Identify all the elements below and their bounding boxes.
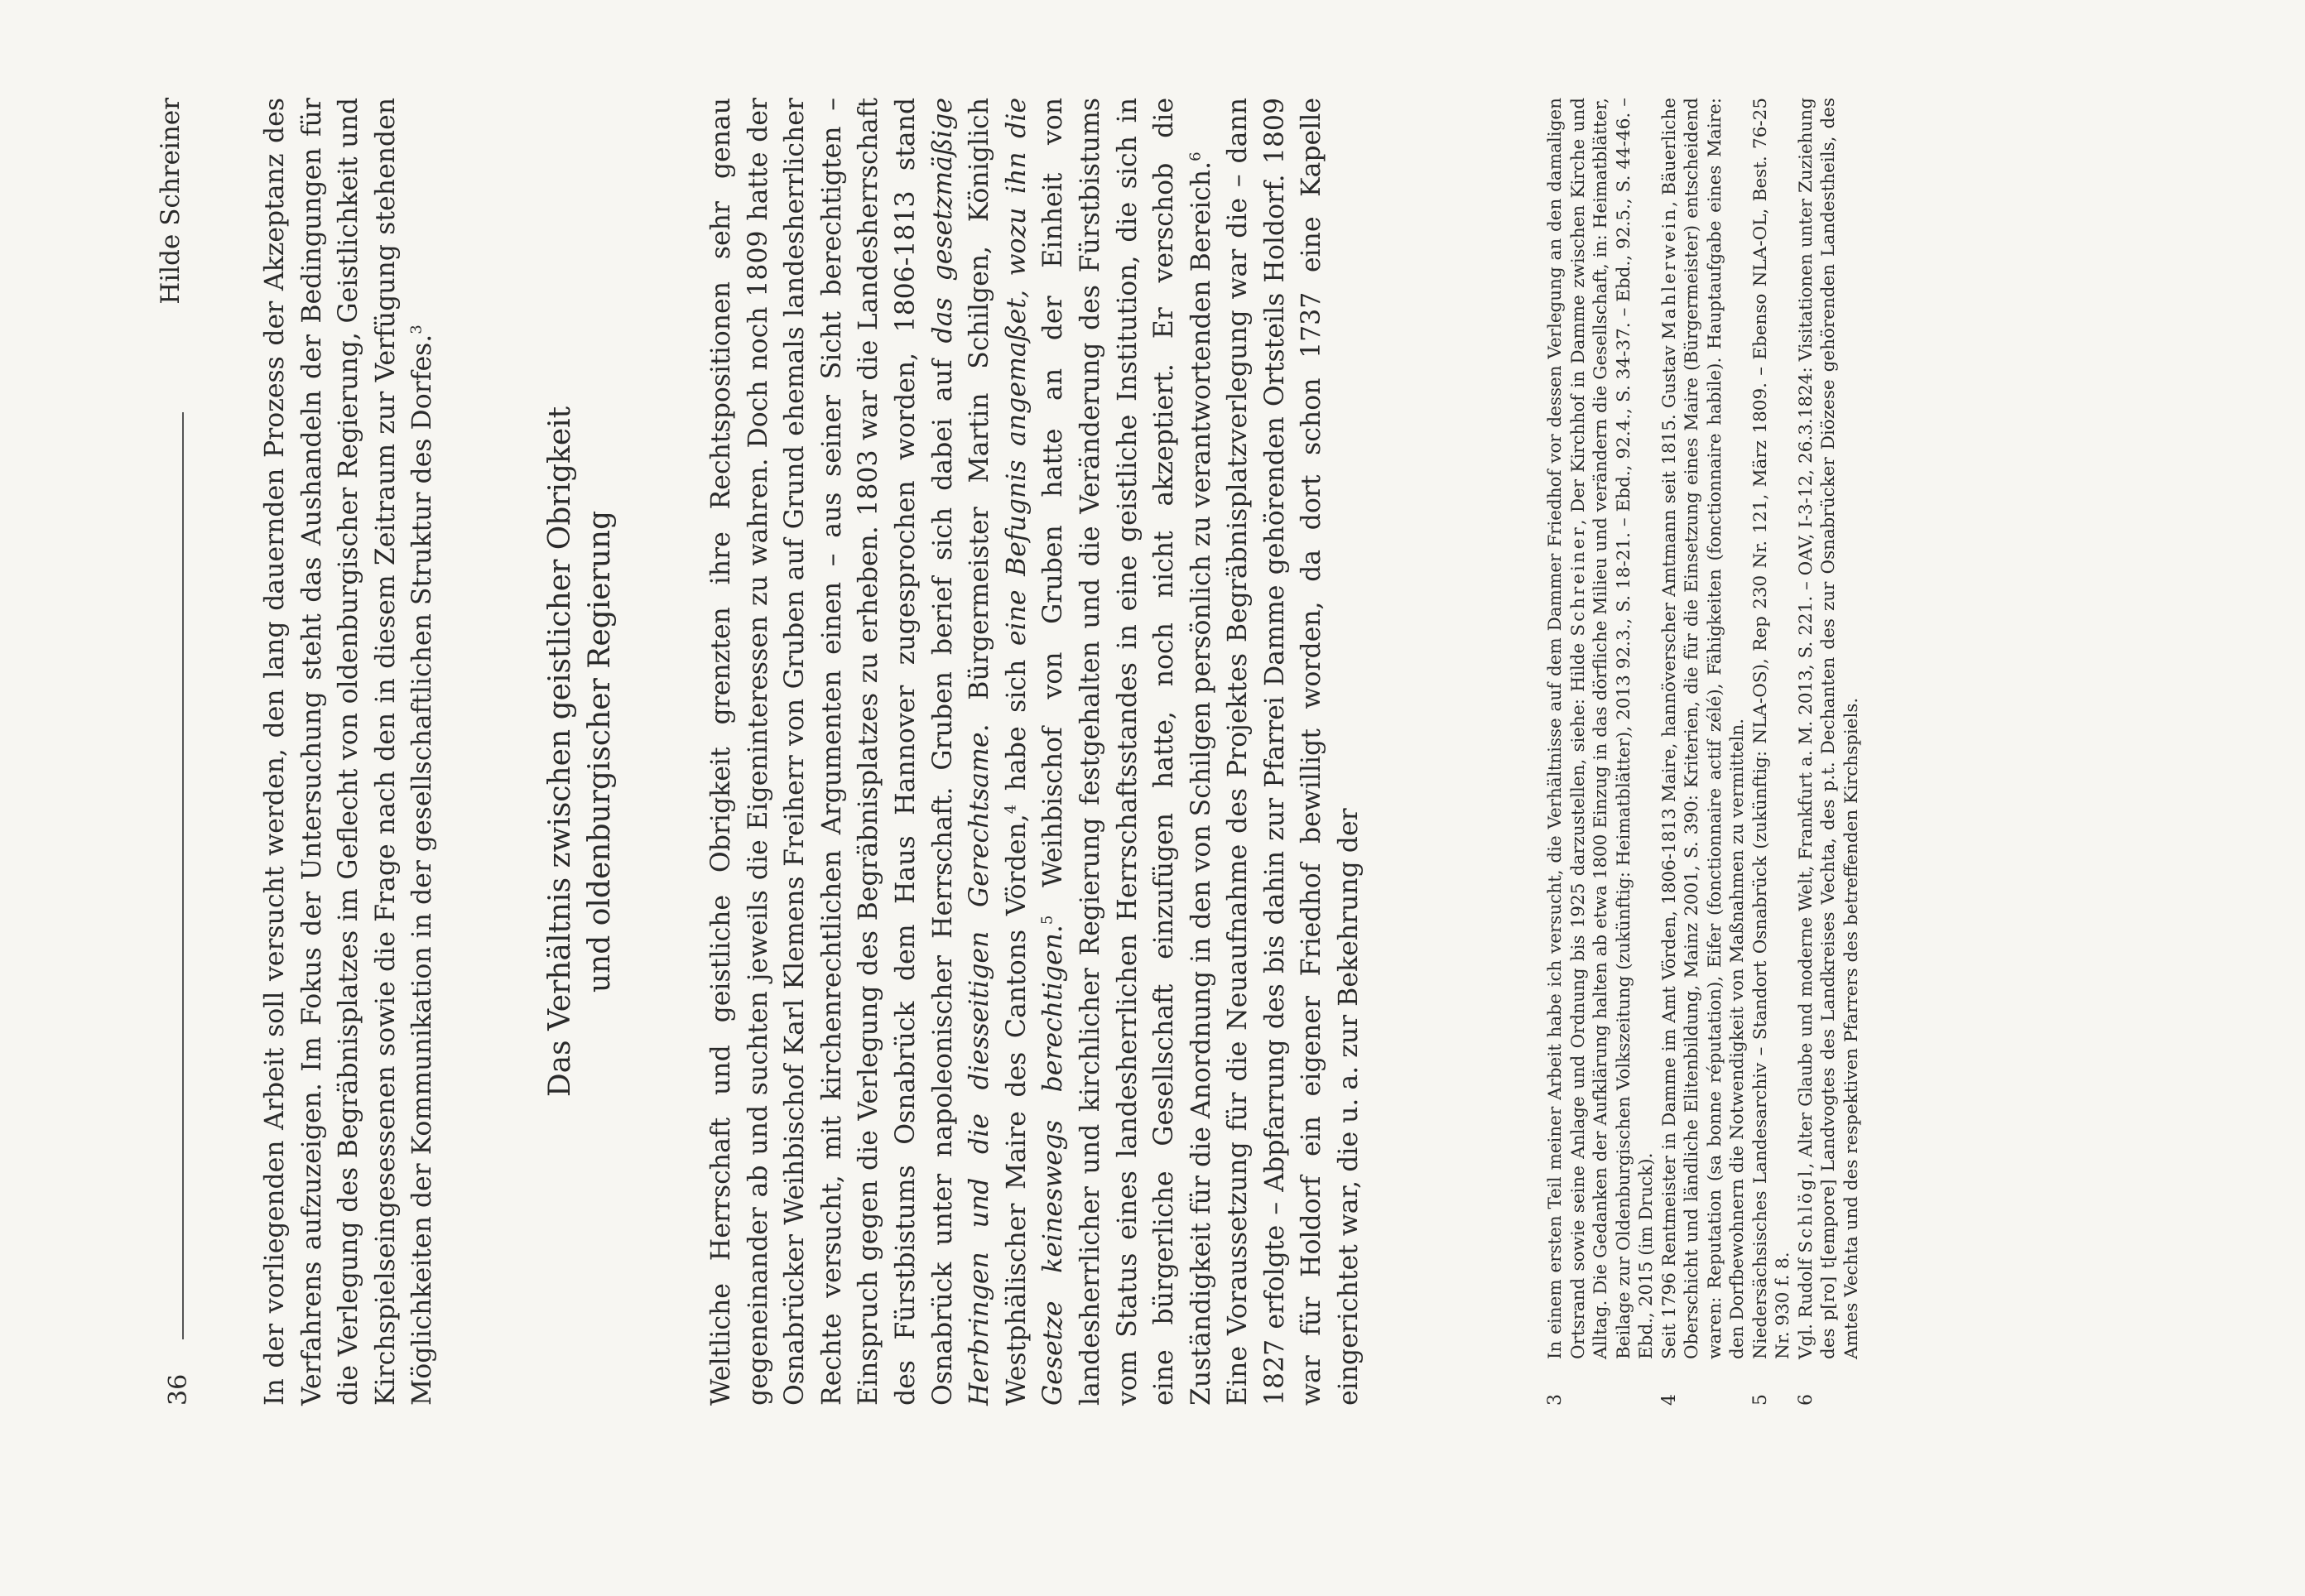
- footnote: [1544, 98, 1658, 1406]
- running-header: [156, 98, 205, 1406]
- footnote-text: Vgl. Rudolf: [1795, 1258, 1817, 1359]
- footnote-author: Schreiner: [1567, 525, 1589, 637]
- footnote-text: Niedersächsisches Landesarchiv – Standort Osnabrück (zukünftig: NLA-OS), Rep 230 Nr. 121, März 1809. – Ebenso NLA-OL, Best. 76-25 Nr. 930 f. 8.: [1749, 98, 1793, 1359]
- header-rule: [182, 412, 184, 1339]
- footnote-number: 5: [1749, 1394, 1771, 1406]
- footnote-number: 4: [1658, 1394, 1680, 1406]
- footnote-author: Mahlerwein: [1658, 206, 1680, 340]
- paragraph2-text-5: Weihbischof von Gruben hatte an der Einheit von landesherrlicher und kirchlicher Regierung festgehalten und die Veränderung des Fürstbistums vom Status eines landesherrlichen Herrschaftsstandes in eine geistliche Institution, die sich in eine bürgerliche Gesellschaft einzufügen hatte, noch nicht akzeptiert. Er verschob die Zuständigkeit für die Anordnung in den von Schilgen persönlich zu verantwortenden Bereich.: [1038, 98, 1216, 1406]
- footnote-text: , Bäuerliche Oberschicht und ländliche Elitenbildung, Mainz 2001, S. 390: Kriterien, die für die Einsetzung eines Maire (Bürgermeister) entscheidend waren: Reputation (sa bonne réputation), Eifer (fonctionnaire actif zélé), Fähigkeiten (fonctionnaire habile). Hauptaufgabe eines Maire: den Dorfbewohnern die Notwendigkeit von Maßnahmen zu vermitteln.: [1658, 98, 1748, 1359]
- main-text: [257, 98, 1368, 1406]
- paragraph2-text-2: . Bürgermeister Martin Schilgen, Königlich Westphälischer Maire des Cantons Vörden,: [965, 98, 1032, 1406]
- footnote-text: In einem ersten Teil meiner Arbeit habe ich versucht, die Verhältnisse auf dem Dammer Friedhof vor dessen Verlegung an den damaligen Ortsrand sowie seine Anlage und Ordnung bis 1925 darzustellen, siehe: Hilde: [1545, 98, 1589, 1359]
- footnote-ref-5[interactable]: 5: [1038, 915, 1056, 925]
- paragraph2-text-3: habe sich: [1001, 659, 1032, 805]
- paragraph2-quote-2: eine Befugnis angemaßet, wozu ihn die Gesetze keineswegs berechtigen: [1001, 98, 1069, 1406]
- footnote-text: , Der Kirchhof in Damme zwischen Kirche und Alltag. Die Gedanken der Aufklärung halten ab etwa 1800 Einzug in das dörfliche Milieu und verändern die Gesellschaft, in: Heimatblätter, Beilage zur Oldenburgischen Volkszeitung (zukünftig: Heimatblätter), 2013 92.3., S. 18-21. – Ebd., 92.4., S. 34-37. – Ebd., 92.5., S. 44-46. – Ebd., 2015 (im Druck).: [1567, 98, 1657, 1359]
- section-heading-line2: und oldenburgischer Regierung: [582, 510, 617, 993]
- footnote-author: Schlögl: [1795, 1168, 1817, 1253]
- footnote: [1658, 98, 1749, 1406]
- footnote: [1795, 98, 1864, 1406]
- section-heading: [541, 98, 620, 1406]
- paragraph-herrschaft: [703, 98, 1220, 1406]
- paragraph2-text-4: .: [1038, 925, 1069, 934]
- footnote: [1749, 98, 1795, 1406]
- paragraph-holdorf: Eine Voraussetzung für die Neuaufnahme des Projektes Begräbnisplatzverlegung war die – dann 1827 erfolgte – Abpfarrung des bis dahin zur Pfarrei Damme gehörenden Ortsteils Holdorf. 1809 war für Holdorf ein eigener Friedhof bewilligt worden, da dort schon 1737 eine Kapelle eingerichtet war, die u. a. zur Bekehrung der: [1223, 98, 1364, 1406]
- footnotes: [1544, 98, 1863, 1406]
- footnote-number: 6: [1795, 1394, 1817, 1406]
- footnote-ref-6[interactable]: 6: [1186, 151, 1205, 161]
- section-heading-line1: Das Verhältnis zwischen geistlicher Obrigkeit: [542, 406, 577, 1098]
- footnote-text: Seit 1796 Rentmeister in Damme im Amt Vörden, 1806-1813 Maire, hannöverscher Amtmann seit 1815. Gustav: [1658, 345, 1680, 1359]
- footnote-ref-4[interactable]: 4: [1002, 804, 1020, 815]
- paragraph2-text-1: Weltliche Herrschaft und geistliche Obrigkeit grenzten ihre Rechtspositionen sehr genau gegeneinander ab und suchten jeweils die Eigeninteressen zu wahren. Doch noch 1809 hatte der Osnabrücker Weihbischof Karl Klemens Freiherr von Gruben auf Grund ehemals landesherrlicher Rechte versucht, mit kirchenrechtlichen Argumenten einen – aus seiner Sicht berechtigten – Einspruch gegen die Verlegung des Begräbnisplatzes zu erheben. 1803 war die Landesherrschaft des Fürstbistums Osnabrück dem Haus Hannover zugesprochen worden, 1806-1813 stand Osnabrück unter napoleonischer Herrschaft. Gruben berief sich dabei auf: [705, 98, 958, 1406]
- intro-text: In der vorliegenden Arbeit soll versucht werden, den lang dauernden Prozess der Akzeptanz des Verfahrens aufzuzeigen. Im Fokus der Untersuchung steht das Aushandeln der Bedingungen für die Verlegung des Begräbnisplatzes im Geflecht von oldenburgischer Regierung, Geistlichkeit und Kirchspielseingesessenen sowie die Frage nach den in diesem Zeitraum zur Verfügung stehenden Möglichkeiten der Kommunikation in der gesellschaftlichen Struktur des Dorfes.: [260, 98, 438, 1406]
- footnote-number: 3: [1545, 1394, 1566, 1406]
- footnote-ref-3[interactable]: 3: [407, 324, 426, 334]
- intro-paragraph: [257, 98, 441, 1406]
- paragraph2-quote-1: das gesetzmäßige Herbringen und die diesseitigen Gerechtsame: [927, 98, 995, 1406]
- running-header-author: Hilde Schreiner: [156, 98, 185, 305]
- footnote-text: , Alter Glaube und moderne Welt, Frankfurt a. M. 2013, S. 221. – OAV, I-3-12, 26.3.1824: Visitationen unter Zuziehung des p[ro] t[empore] Landvogtes des Landkreises Vechta, des p.t. Dechanten des zur Osnabrücker Diözese gehörenden Landestheils, des Amtes Vechta und des respektiven Pfarrers des betreffenden Kirchspiels.: [1795, 98, 1862, 1359]
- page-number: 36: [164, 1373, 193, 1406]
